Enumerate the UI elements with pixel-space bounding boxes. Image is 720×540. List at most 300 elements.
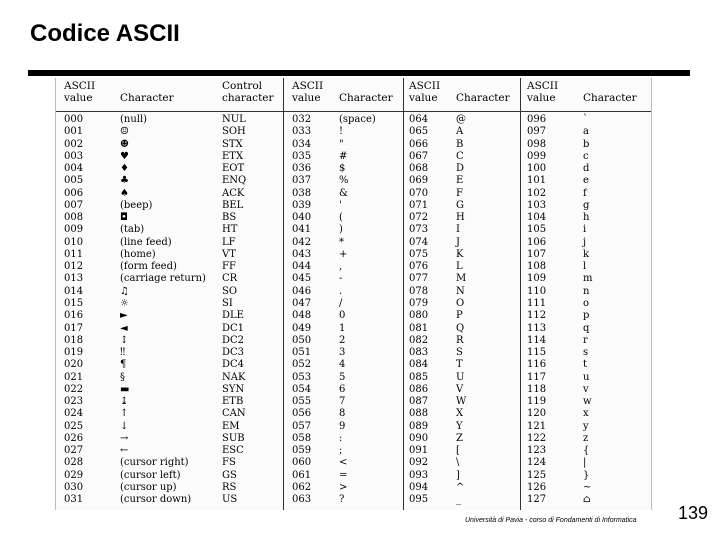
table-cell: 001 [64,126,84,138]
table-cell: w [583,396,592,408]
table-cell: 127 [527,494,547,506]
header-line: ASCII [527,80,559,92]
table-cell: \ [456,457,460,469]
column-g2-characters [339,114,376,507]
column-divider [403,78,404,510]
table-cell: ` [583,114,588,125]
table-cell: → [120,432,129,444]
table-cell: 110 [527,285,547,297]
table-cell: b [583,138,590,150]
header-ascii-value-2 [292,80,323,104]
table-cell: 049 [292,322,312,334]
table-cell: 080 [409,310,429,322]
column-g3-characters [456,114,466,507]
table-cell: 021 [64,371,84,383]
table-cell: # [339,150,348,162]
table-cell: 106 [527,236,547,248]
table-cell: CAN [222,408,246,420]
header-line: Character [456,92,510,104]
table-cell: ☻ [120,138,129,150]
column-divider [520,78,521,510]
slide-title: Codice ASCII [30,20,180,47]
header-line [120,80,174,92]
table-cell: 4 [339,359,346,371]
table-cell: @ [456,114,466,125]
table-cell: NUL [222,114,246,125]
table-cell: (tab) [120,224,145,236]
table-cell: 090 [409,432,429,444]
table-cell: ^ [456,481,465,493]
table-cell: Z [456,432,463,444]
header-line: Character [339,92,393,104]
table-cell: 068 [409,163,429,175]
table-cell: 040 [292,212,312,224]
table-cell: [ [456,445,460,457]
table-cell: 9 [339,420,346,432]
table-cell: SI [222,297,233,309]
table-cell: a [583,126,589,138]
table-cell: 112 [527,310,547,322]
table-cell: GS [222,469,237,481]
column-g1-characters [120,114,206,507]
table-cell: SYN [222,383,245,395]
table-cell: DC3 [222,347,245,359]
table-cell: l [583,261,587,273]
header-control-character [222,80,274,104]
table-cell: 072 [409,212,429,224]
table-cell: 105 [527,224,547,236]
table-cell: " [339,138,344,150]
table-cell: 064 [409,114,429,125]
table-cell: ☺ [120,126,129,138]
header-line: ASCII [409,80,441,92]
table-cell: r [583,334,588,346]
table-cell: 032 [292,114,312,125]
column-g4-values [527,114,546,507]
table-cell: 121 [527,420,547,432]
table-cell: ] [456,469,460,481]
table-cell: 018 [64,334,84,346]
table-cell: 109 [527,273,547,285]
table-cell: 124 [527,457,547,469]
table-cell: 067 [409,150,429,162]
table-cell: STX [222,138,243,150]
table-cell: X [456,408,464,420]
table-cell: 008 [64,212,84,224]
table-cell: 054 [292,383,312,395]
table-cell: ? [339,494,345,506]
column-divider [283,78,284,510]
table-cell: N [456,285,465,297]
header-ascii-value-3 [409,80,440,104]
table-cell: 7 [339,396,346,408]
table-cell: ~ [583,481,592,493]
table-cell: (carriage return) [120,273,206,285]
table-cell: 122 [527,432,547,444]
header-character-1 [120,80,174,104]
table-cell: ♫ [120,285,129,297]
header-line: value [64,92,93,104]
table-cell: x [583,408,589,420]
table-cell: 079 [409,297,429,309]
table-cell: 075 [409,248,429,260]
table-cell: 102 [527,187,547,199]
table-cell: 059 [292,445,312,457]
table-cell: O [456,297,465,309]
table-cell: 1 [339,322,346,334]
table-cell: 035 [292,150,312,162]
table-cell: 115 [527,347,547,359]
table-cell: (form feed) [120,261,177,273]
table-cell: m [583,273,593,285]
table-cell: 065 [409,126,429,138]
table-cell: 000 [64,114,84,125]
table-cell: ! [339,126,344,138]
table-cell: k [583,248,590,260]
table-cell: ; [339,445,343,457]
table-cell: 123 [527,445,547,457]
table-cell: ♣ [120,175,129,187]
table-cell: = [339,469,348,481]
table-cell: 022 [64,383,84,395]
table-cell: Y [456,420,463,432]
table-cell: 043 [292,248,312,260]
table-cell: 118 [527,383,547,395]
table-cell: v [583,383,589,395]
table-cell: 093 [409,469,429,481]
table-cell: / [339,297,343,309]
table-cell: 045 [292,273,312,285]
table-cell: 099 [527,150,547,162]
table-cell: 126 [527,481,547,493]
table-cell: 082 [409,334,429,346]
table-cell: 037 [292,175,312,187]
table-cell: ACK [222,187,245,199]
table-cell: ETX [222,150,244,162]
table-cell: ESC [222,445,244,457]
table-cell: CR [222,273,238,285]
table-cell: 071 [409,199,429,211]
column-g2-values [292,114,311,507]
table-cell: ← [120,445,129,457]
table-cell: $ [339,163,346,175]
table-cell: 098 [527,138,547,150]
table-cell: ⌂ [583,494,591,506]
table-cell: 083 [409,347,429,359]
table-cell: 012 [64,261,84,273]
table-cell: 033 [292,126,312,138]
table-cell: DC4 [222,359,245,371]
ascii-table [55,78,652,510]
table-cell: j [583,236,587,248]
table-cell: 006 [64,187,84,199]
table-cell: (cursor up) [120,481,177,493]
table-cell: 101 [527,175,547,187]
table-cell: ↕ [120,334,129,346]
table-cell: 046 [292,285,312,297]
table-cell: . [339,285,343,297]
table-cell: (home) [120,248,156,260]
table-cell: U [456,371,465,383]
table-cell: 097 [527,126,547,138]
table-cell: d [583,163,590,175]
table-cell: 024 [64,408,84,420]
table-cell: ↓ [120,420,129,432]
table-cell: DC2 [222,334,245,346]
table-cell: 8 [339,408,346,420]
table-cell: T [456,359,463,371]
table-cell: q [583,322,590,334]
table-cell: ♦ [120,163,129,175]
header-line: ASCII [292,80,324,92]
table-cell: DC1 [222,322,245,334]
table-cell: 039 [292,199,312,211]
table-cell: 063 [292,494,312,506]
table-cell: 034 [292,138,312,150]
header-line [456,80,510,92]
table-cell: ♠ [120,187,129,199]
table-cell: t [583,359,588,371]
table-cell: W [456,396,467,408]
table-cell: - [339,273,343,285]
table-cell: 081 [409,322,429,334]
table-cell: VT [222,248,236,260]
table-cell: LF [222,236,236,248]
table-cell: * [339,236,344,248]
table-cell: c [583,150,589,162]
table-cell: (cursor left) [120,469,181,481]
table-cell: (cursor down) [120,494,192,506]
table-cell: 020 [64,359,84,371]
table-cell: (space) [339,114,376,125]
table-cell: 026 [64,432,84,444]
table-cell: 096 [527,114,547,125]
table-cell: 048 [292,310,312,322]
table-cell: 047 [292,297,312,309]
table-cell: 070 [409,187,429,199]
table-cell: 013 [64,273,84,285]
table-cell: M [456,273,467,285]
table-cell: 042 [292,236,312,248]
table-cell: 111 [527,297,547,309]
table-cell: Q [456,322,465,334]
table-cell: , [339,261,343,273]
table-cell: 014 [64,285,84,297]
table-cell: 084 [409,359,429,371]
table-cell: P [456,310,463,322]
table-cell: BEL [222,199,244,211]
table-cell: & [339,187,348,199]
header-line: Character [120,92,174,104]
table-cell: y [583,420,589,432]
table-cell: 086 [409,383,429,395]
header-line [583,80,637,92]
table-cell: 104 [527,212,547,224]
table-cell: 100 [527,163,547,175]
table-cell: 0 [339,310,346,322]
table-cell: ↨ [120,396,129,408]
table-cell: _ [456,494,461,506]
table-cell: 077 [409,273,429,285]
table-cell: ‼ [120,347,126,359]
column-g1-values [64,114,83,507]
table-cell: s [583,347,589,359]
header-character-2 [339,80,393,104]
header-line: value [409,92,438,104]
table-cell: ETB [222,396,244,408]
table-cell: C [456,150,464,162]
table-cell: 116 [527,359,547,371]
table-cell: EOT [222,163,245,175]
table-cell: 052 [292,359,312,371]
table-cell: 004 [64,163,84,175]
table-cell: { [583,445,590,457]
table-cell: g [583,199,590,211]
table-cell: 028 [64,457,84,469]
header-character-3 [456,80,510,104]
table-cell: 019 [64,347,84,359]
table-cell: 061 [292,469,312,481]
footer-text: Università di Pavia - corso di Fondamenti di Informatica [465,517,637,524]
table-cell: E [456,175,464,187]
table-cell: | [583,457,587,469]
table-cell: f [583,187,587,199]
table-cell: 069 [409,175,429,187]
table-cell: 5 [339,371,346,383]
table-cell: SUB [222,432,245,444]
table-cell: + [339,248,348,260]
table-cell: ▬ [120,383,130,395]
table-cell: ► [120,310,128,322]
table-cell: 030 [64,481,84,493]
table-cell: (line feed) [120,236,172,248]
table-cell: 041 [292,224,312,236]
table-cell: 087 [409,396,429,408]
table-cell: 010 [64,236,84,248]
table-cell: J [456,236,461,248]
table-cell: 2 [339,334,346,346]
table-cell: 011 [64,248,84,260]
table-cell: NAK [222,371,246,383]
table-cell: B [456,138,464,150]
table-cell: 066 [409,138,429,150]
table-cell: 108 [527,261,547,273]
table-cell: : [339,432,343,444]
table-cell: > [339,481,348,493]
table-cell: 092 [409,457,429,469]
table-cell: 060 [292,457,312,469]
table-cell: % [339,175,349,187]
table-cell: 103 [527,199,547,211]
page-number: 139 [678,503,709,523]
table-cell: 025 [64,420,84,432]
table-cell: R [456,334,464,346]
table-cell: 094 [409,481,429,493]
table-cell: S [456,347,463,359]
table-cell: (null) [120,114,148,125]
table-cell: 050 [292,334,312,346]
header-divider [56,111,651,112]
header-line: Character [583,92,637,104]
table-cell: FF [222,261,236,273]
header-line: value [292,92,321,104]
table-cell: 089 [409,420,429,432]
table-cell: 053 [292,371,312,383]
table-cell: } [583,469,590,481]
header-line: ASCII [64,80,96,92]
header-line [339,80,393,92]
column-g4-characters [583,114,592,507]
table-cell: 125 [527,469,547,481]
table-cell: ♥ [120,150,129,162]
table-cell: 088 [409,408,429,420]
table-cell: ◘ [120,212,128,224]
table-cell: u [583,371,590,383]
table-cell: e [583,175,589,187]
table-cell: 002 [64,138,84,150]
table-cell: ¶ [120,359,127,371]
table-cell: ↑ [120,408,129,420]
column-g1-control [222,114,246,507]
table-cell: (cursor right) [120,457,189,469]
table-cell: 007 [64,199,84,211]
table-cell: o [583,297,590,309]
header-line: character [222,92,274,104]
table-cell: K [456,248,464,260]
table-cell: 119 [527,396,547,408]
table-cell: 057 [292,420,312,432]
table-cell: RS [222,481,237,493]
table-cell: 055 [292,396,312,408]
table-cell: 062 [292,481,312,493]
table-cell: 003 [64,150,84,162]
table-cell: F [456,187,463,199]
table-cell: z [583,432,589,444]
title-rule [28,70,690,76]
table-cell: 017 [64,322,84,334]
table-cell: n [583,285,590,297]
table-cell: 076 [409,261,429,273]
header-ascii-value-4 [527,80,558,104]
table-cell: 015 [64,297,84,309]
table-cell: 056 [292,408,312,420]
table-cell: 009 [64,224,84,236]
header-character-4 [583,80,637,104]
table-cell: ☼ [120,297,129,309]
table-cell: 078 [409,285,429,297]
table-cell: G [456,199,464,211]
table-cell: 005 [64,175,84,187]
table-cell: 3 [339,347,346,359]
table-cell: I [456,224,460,236]
table-cell: ' [339,199,342,211]
table-cell: D [456,163,465,175]
table-cell: ( [339,212,343,224]
table-cell: SO [222,285,238,297]
table-cell: US [222,494,238,506]
table-cell: 027 [64,445,84,457]
column-g3-values [409,114,428,507]
table-cell: 113 [527,322,547,334]
table-cell: h [583,212,590,224]
table-cell: HT [222,224,238,236]
table-cell: ENQ [222,175,247,187]
table-cell: 031 [64,494,84,506]
table-cell: 023 [64,396,84,408]
table-cell: 074 [409,236,429,248]
table-cell: < [339,457,348,469]
table-cell: 117 [527,371,547,383]
